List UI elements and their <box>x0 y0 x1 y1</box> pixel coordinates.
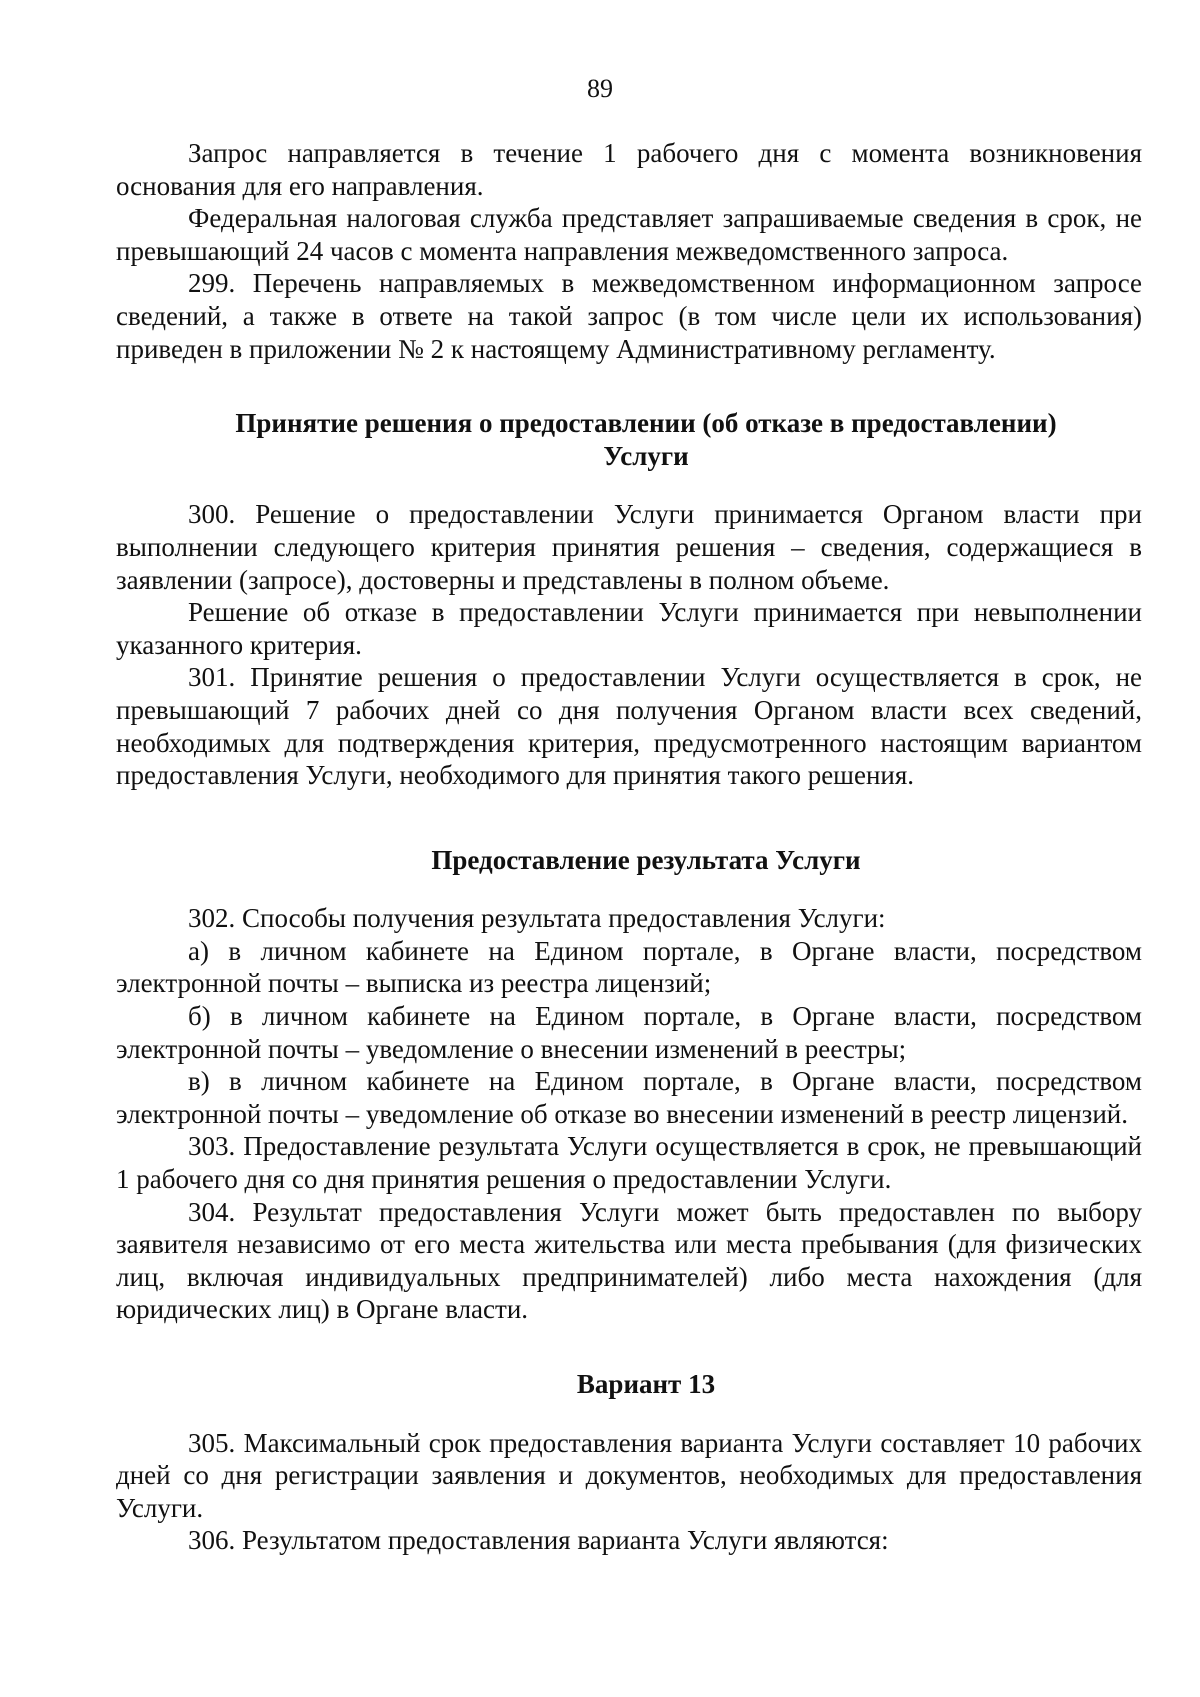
heading-decision-line2: Услуги <box>603 440 689 471</box>
paragraph-302-c: в) в личном кабинете на Едином портале, в Органе власти, посредством электронной почты – уведомление об отказе во внесении изменений в реестр лицензий. <box>116 1066 1142 1129</box>
paragraph-302-b: б) в личном кабинете на Едином портале, в Органе власти, посредством электронной почты – уведомление о внесении изменений в реестры; <box>116 1001 1142 1064</box>
paragraph-302-a: а) в личном кабинете на Едином портале, в Органе власти, посредством электронной почты – выписка из реестра лицензий; <box>116 935 1142 999</box>
paragraph-302: 302. Способы получения результата предоставления Услуги: <box>188 903 886 934</box>
paragraph-request-deadline: Запрос направляется в течение 1 рабочего дня с момента возникновения основания для его направления. <box>116 138 1142 201</box>
heading-decision <box>116 407 1142 472</box>
heading-result: Предоставление результата Услуги <box>431 844 861 875</box>
paragraph-300: 300. Решение о предоставлении Услуги принимается Органом власти при выполнении следующего критерия принятия решения – сведения, содержащиеся в заявлении (запросе), достоверны и представлены в полном объеме. <box>116 499 1142 595</box>
paragraph-306: 306. Результатом предоставления варианта Услуги являются: <box>188 1525 889 1556</box>
heading-variant-13: Вариант 13 <box>576 1369 716 1399</box>
paragraph-299: 299. Перечень направляемых в межведомственном информационном запросе сведений, а также в ответе на такой запрос (в том числе цели их использования) приведен в приложении № 2 к настоящему Административному регламенту. <box>116 268 1142 364</box>
paragraph-refusal: Решение об отказе в предоставлении Услуги принимается при невыполнении указанного критерия. <box>116 597 1142 660</box>
page-number: 89 <box>587 74 613 103</box>
paragraph-303: 303. Предоставление результата Услуги осуществляется в срок, не превышающий 1 рабочего дня со дня принятия решения о предоставлении Услуги. <box>116 1131 1142 1195</box>
heading-decision-line1: Принятие решения о предоставлении (об отказе в предоставлении) <box>235 408 1057 439</box>
paragraph-301: 301. Принятие решения о предоставлении Услуги осуществляется в срок, не превышающий 7 рабочих дней со дня получения Органом власти всех сведений, необходимых для подтверждения критерия, предусмотренного настоящим вариантом предоставления Услуги, необходимого для принятия такого решения. <box>116 662 1142 791</box>
paragraph-tax-service: Федеральная налоговая служба представляет запрашиваемые сведения в срок, не превышающий 24 часов с момента направления межведомственного запроса. <box>116 203 1142 266</box>
document-body <box>116 137 1142 1557</box>
paragraph-305: 305. Максимальный срок предоставления варианта Услуги составляет 10 рабочих дней со дня регистрации заявления и документов, необходимых для предоставления Услуги. <box>116 1427 1142 1523</box>
paragraph-304: 304. Результат предоставления Услуги может быть предоставлен по выбору заявителя независимо от его места жительства или места пребывания (для физических лиц, включая индивидуальных предпринимателей) либо места нахождения (для юридических лиц) в Органе власти. <box>116 1196 1142 1325</box>
